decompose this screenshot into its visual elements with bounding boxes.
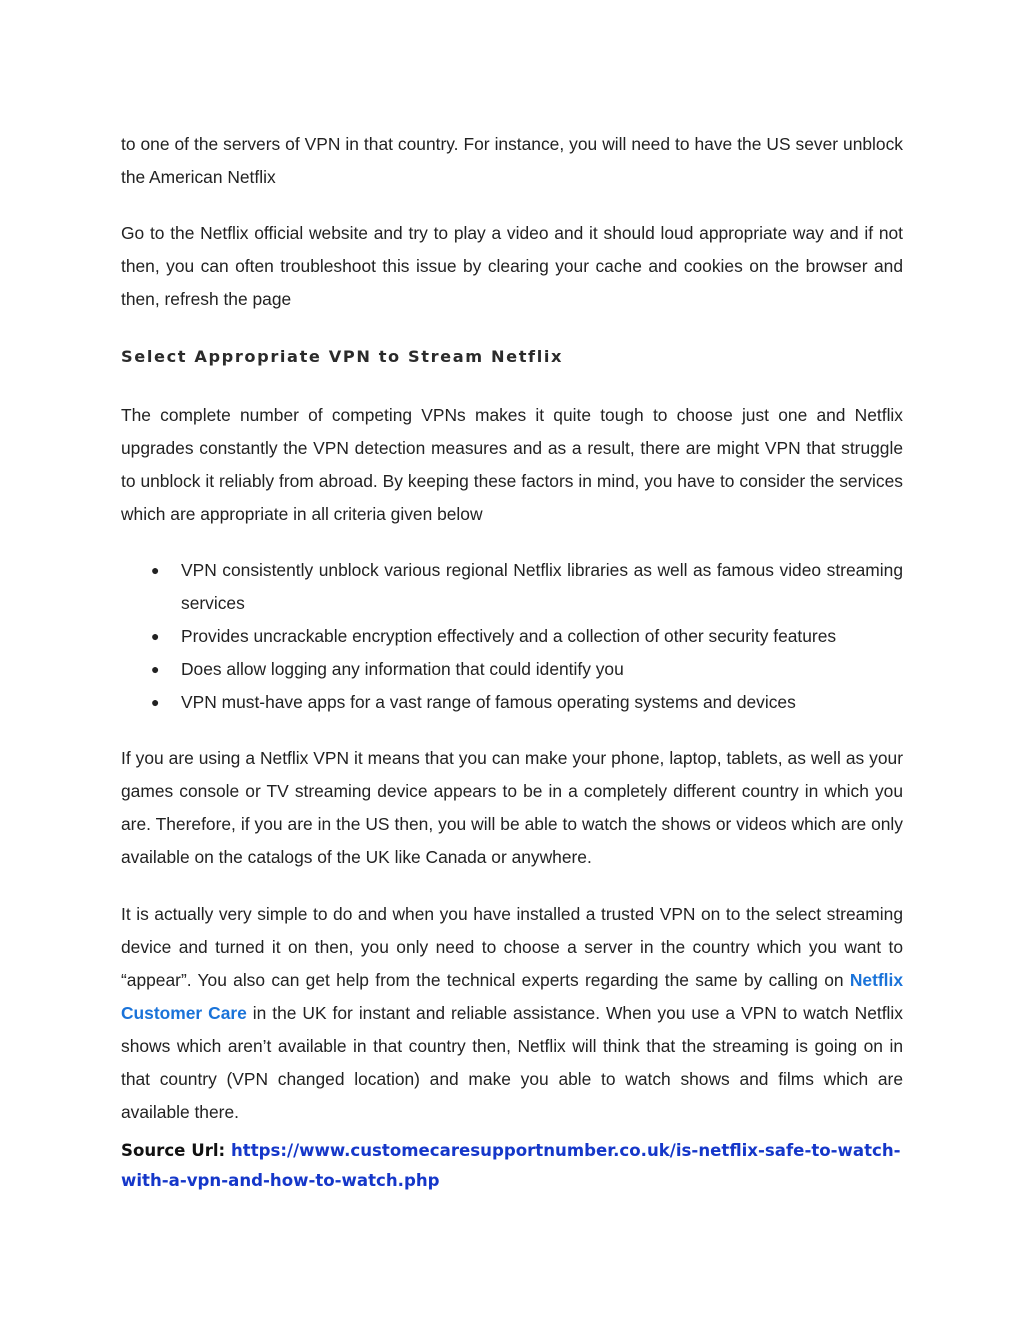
list-item [121, 653, 903, 686]
bullet-icon: ● [151, 694, 160, 710]
criteria-list [121, 554, 903, 719]
list-item-text: VPN consistently unblock various regional Netflix libraries as well as famous video streaming services [181, 560, 903, 613]
paragraph-text: in the UK for instant and reliable assistance. When you use a VPN to watch Netflix shows which aren’t available in that country then, Netflix will think that the streaming is going on in that country (VPN changed location) and make you able to watch shows and films which are available there. [121, 1003, 903, 1122]
source-label: Source Url: [121, 1141, 231, 1160]
paragraph-intro: to one of the servers of VPN in that country. For instance, you will need to have the US sever unblock the American Netflix [121, 134, 903, 187]
bullet-icon: ● [151, 562, 160, 578]
list-item-text: Provides uncrackable encryption effectively and a collection of other security features [181, 626, 837, 646]
netflix-customer-care-link[interactable]: Netflix Customer Care [121, 970, 903, 1023]
source-url-line [121, 1136, 903, 1196]
paragraph-competing-vpns: The complete number of competing VPNs makes it quite tough to choose just one and Netflix upgrades constantly the VPN detection measures and as a result, there are might VPN that struggle to unblock it reliably from abroad. By keeping these factors in mind, you have to consider the services which are appropriate in all criteria given below [121, 405, 903, 524]
list-item [121, 686, 903, 719]
paragraph-netflix-vpn: If you are using a Netflix VPN it means that you can make your phone, laptop, tablets, as well as your games console or TV streaming device appears to be in a completely different country in which you are. Therefore, if you are in the US then, you will be able to watch the shows or videos which are only available on the catalogs of the UK like Canada or anywhere. [121, 748, 903, 867]
paragraph-text: It is actually very simple to do and when you have installed a trusted VPN on to the select streaming device and turned it on then, you only need to choose a server in the country which you want to “appear”. You also can get help from the technical experts regarding the same by calling on [121, 904, 903, 990]
paragraph-simple-setup [121, 898, 903, 1129]
list-item-text: VPN must-have apps for a vast range of famous operating systems and devices [181, 692, 796, 712]
list-item [121, 620, 903, 653]
bullet-icon: ● [151, 661, 160, 677]
list-item-text: Does allow logging any information that could identify you [181, 659, 624, 679]
bullet-icon: ● [151, 628, 160, 644]
document-page [121, 128, 903, 1196]
source-url-link[interactable]: https://www.customecaresupportnumber.co.uk/is-netflix-safe-to-watch-with-a-vpn-and-how-to-watch.php [121, 1141, 901, 1190]
section-heading: Select Appropriate VPN to Stream Netflix [121, 347, 564, 366]
list-item [121, 554, 903, 620]
paragraph-netflix-website: Go to the Netflix official website and try to play a video and it should loud appropriate way and if not then, you can often troubleshoot this issue by clearing your cache and cookies on the browser and then, refresh the page [121, 223, 903, 309]
